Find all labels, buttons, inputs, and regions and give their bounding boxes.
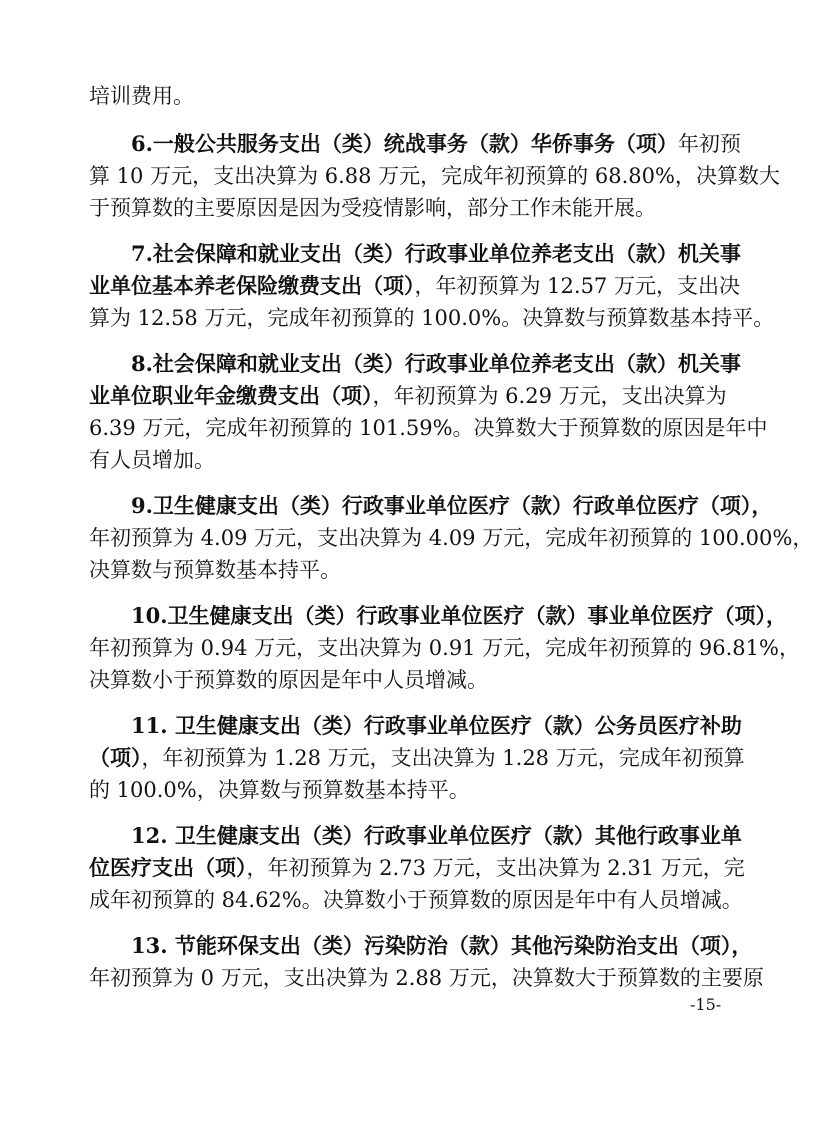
text-line — [89, 300, 775, 336]
text-run: 6.39 万元，完成年初预算的 101.59%。决算数大于预算数的原因是年中 — [89, 416, 768, 440]
item-8-heading: 8.社会保障和就业支出（类）行政事业单位养老支出（款）机关事 — [131, 351, 741, 376]
page-number: -15- — [690, 995, 722, 1014]
text-line — [89, 772, 739, 808]
text-line — [89, 882, 743, 918]
text-line — [89, 158, 780, 194]
text-run: 的 100.0%，决算数与预算数基本持平。 — [89, 778, 470, 802]
item-13-heading-line — [131, 928, 753, 964]
text-line — [89, 850, 745, 886]
text-run: ，年初预算为 6.29 万元，支出决算为 — [372, 384, 727, 408]
item-10-heading-line — [131, 598, 788, 634]
item-11-heading-cont: （项） — [89, 745, 142, 770]
item-6-heading: 6.一般公共服务支出（类）统战事务（款）华侨事务（项） — [131, 131, 678, 156]
text-line — [89, 552, 739, 588]
text-run: 决算数小于预算数的原因是年中人员增减。 — [89, 668, 488, 692]
text-run: ，年初预算为 12.57 万元，支出决 — [414, 274, 740, 298]
text-line — [89, 520, 813, 556]
item-12-heading-cont: 位医疗支出（项） — [89, 855, 247, 880]
text-run: 算 10 万元，支出决算为 6.88 万元，完成年初预算的 68.80%，决算数大 — [89, 164, 780, 188]
item-7-heading-cont: 业单位基本养老保险缴费支出（项） — [89, 273, 415, 298]
item-9-heading: 9.卫生健康支出（类）行政事业单位医疗（款）行政单位医疗（项）， — [131, 493, 773, 518]
text-run: ，年初预算为 2.73 万元，支出决算为 2.31 万元，完 — [246, 856, 745, 880]
text-run: 年初预 — [677, 132, 741, 156]
item-12-heading-line — [131, 818, 742, 854]
item-13-heading: 13. 节能环保支出（类）污染防治（款）其他污染防治支出（项）， — [131, 933, 753, 958]
text-run: 年初预算为 4.09 万元，支出决算为 4.09 万元，完成年初预算的 100.00%， — [89, 526, 813, 550]
text-line — [89, 662, 739, 698]
item-12-heading: 12. 卫生健康支出（类）行政事业单位医疗（款）其他行政事业单 — [131, 823, 742, 848]
item-8-heading-line — [131, 346, 739, 382]
text-line — [89, 190, 739, 226]
text-run: 算为 12.58 万元，完成年初预算的 100.0%。决算数与预算数基本持平。 — [89, 306, 775, 330]
item-7-heading: 7.社会保障和就业支出（类）行政事业单位养老支出（款）机关事 — [131, 241, 741, 266]
text-line — [89, 78, 739, 114]
text-run: 于预算数的主要原因是因为受疫情影响，部分工作未能开展。 — [89, 196, 656, 220]
text-run: 有人员增加。 — [89, 448, 215, 472]
item-10-heading: 10.卫生健康支出（类）行政事业单位医疗（款）事业单位医疗（项）， — [131, 603, 788, 628]
item-11-heading-line — [131, 708, 742, 744]
text-run: 年初预算为 0.94 万元，支出决算为 0.91 万元，完成年初预算的 96.81%， — [89, 636, 800, 660]
item-11-heading: 11. 卫生健康支出（类）行政事业单位医疗（款）公务员医疗补助 — [131, 713, 742, 738]
text-line — [89, 268, 739, 304]
text-run: ，年初预算为 1.28 万元，支出决算为 1.28 万元，完成年初预算 — [141, 746, 745, 770]
text-line — [89, 630, 800, 666]
item-6-heading-line — [131, 126, 739, 162]
text-line — [89, 442, 739, 478]
text-run: 培训费用。 — [89, 84, 194, 108]
text-line — [89, 410, 768, 446]
item-9-heading-line — [131, 488, 773, 524]
text-run: 决算数与预算数基本持平。 — [89, 558, 341, 582]
text-run: 成年初预算的 84.62%。决算数小于预算数的原因是年中有人员增减。 — [89, 888, 743, 912]
text-line — [89, 960, 764, 996]
item-7-heading-line — [131, 236, 739, 272]
text-line — [89, 378, 739, 414]
text-run: 年初预算为 0 万元，支出决算为 2.88 万元，决算数大于预算数的主要原 — [89, 966, 764, 990]
text-line — [89, 740, 745, 776]
item-8-heading-cont: 业单位职业年金缴费支出（项） — [89, 383, 373, 408]
